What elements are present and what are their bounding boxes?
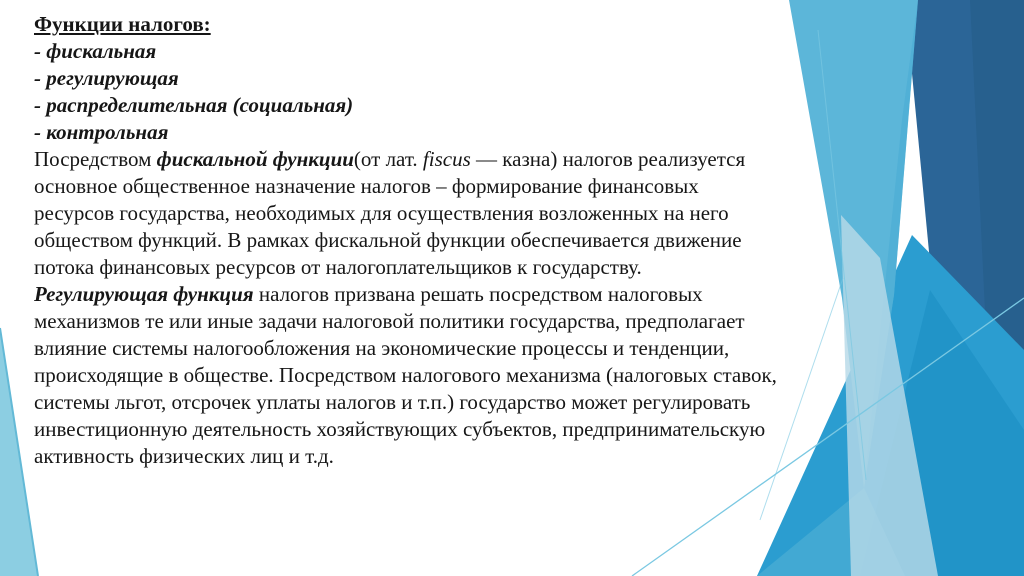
slide-title: Функции налогов:: [34, 12, 211, 36]
bullet-regulating: - регулирующая: [34, 66, 179, 90]
paragraph2-emphasis: Регулирующая функция: [34, 282, 254, 306]
bullet-control: - контрольная: [34, 120, 169, 144]
paragraph1-body: — казна) налогов реализуется основное общественное назначение налогов – формирование финансовых ресурсов государства, необходимых для осуществления возложенных на него обществом функций. В рамках фискальной функции обеспечивается движение потока финансовых ресурсов от налогоплательщиков к государству.: [34, 147, 746, 279]
paragraph-fiscal-function: [34, 146, 782, 281]
slide-text-block: [34, 11, 782, 470]
paragraph1-emphasis: фискальной функции: [156, 147, 354, 171]
paragraph2-body: налогов призвана решать посредством налоговых механизмов те или иные задачи налоговой политики государства, предполагает влияние системы налогообложения на экономические процессы и тенденции, происходящие в обществе. Посредством налогового механизма (налоговых ставок, системы льгот, отсрочек уплаты налогов и т.п.) государство может регулировать инвестиционную деятельность хозяйствующих субъектов, предпринимательскую активность физических лиц и т.д.: [34, 282, 777, 468]
bullet-fiscal: - фискальная: [34, 39, 157, 63]
paragraph1-latin-term: fiscus: [422, 147, 471, 171]
bullet-distributive: - распределительная (социальная): [34, 93, 354, 117]
paragraph1-lead: Посредством: [34, 147, 157, 171]
paragraph-regulating-function: [34, 281, 782, 470]
paragraph1-paren: (от лат.: [353, 147, 423, 171]
